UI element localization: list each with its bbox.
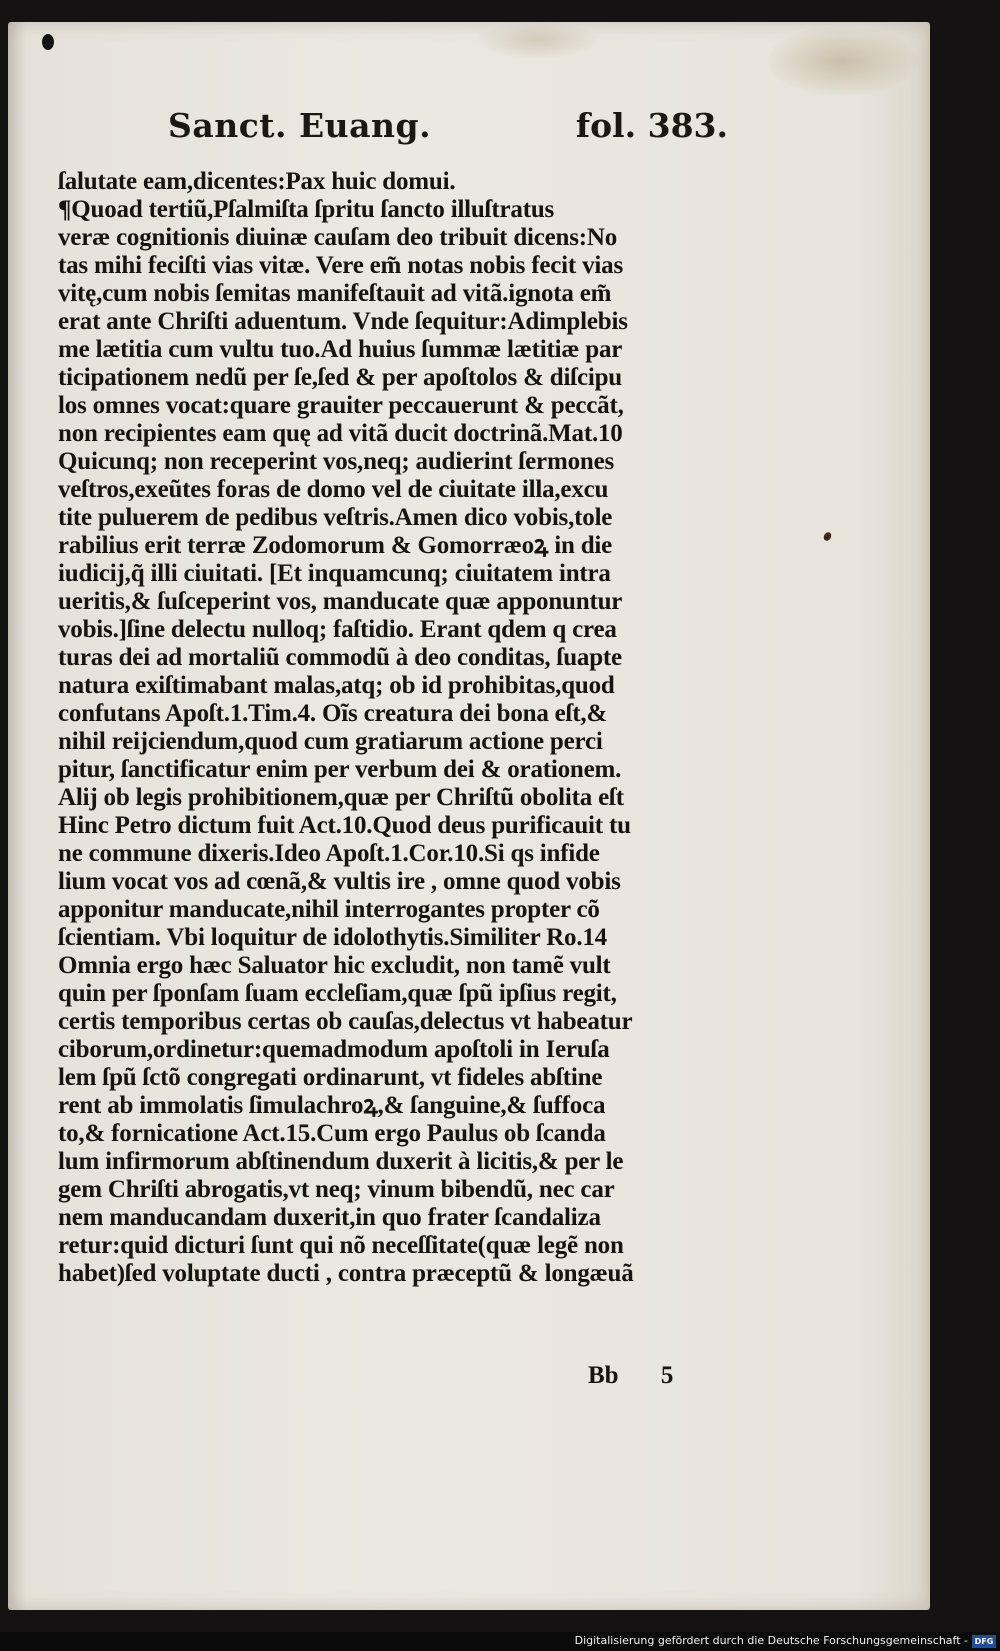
text-line: ciborum,ordinetur:quemadmodum apoſtoli in Ieruſa: [58, 1036, 610, 1063]
text-line: confutans Apoſt.1.Tim.4. Oĩs creatura dei bona eſt,&: [58, 700, 608, 727]
paper-hole: [42, 34, 54, 50]
signature-number: 5: [660, 1362, 674, 1389]
text-line: habet)ſed voluptate ducti , contra præceptũ & longæuã: [58, 1260, 634, 1287]
folio-number: fol. 383.: [575, 106, 728, 145]
running-head: [168, 106, 728, 156]
text-line: Omnia ergo hæc Saluator hic excludit, non tamẽ vult: [58, 952, 611, 979]
text-line: los omnes vocat:quare grauiter peccauerunt & peccãt,: [58, 392, 624, 419]
text-line: ne commune dixeris.Ideo Apoſt.1.Cor.10.Si qs infide: [58, 840, 600, 867]
text-line: natura exiſtimabant malas,atq; ob id prohibitas,quod: [58, 672, 615, 699]
water-stain: [768, 26, 918, 96]
signature-letters: Bb: [588, 1362, 619, 1389]
signature-mark: [588, 1362, 673, 1390]
text-line: me lætitia cum vultu tuo.Ad huius ſummæ lætitiæ par: [58, 336, 623, 363]
text-line: vitę,cum nobis ſemitas manifeſtauit ad vitã.ignota em̃: [58, 280, 612, 307]
water-stain: [478, 22, 598, 58]
text-line: veſtros,exeũtes foras de domo vel de ciuitate illa,excu: [58, 476, 609, 503]
text-line: tas mihi feciſti vias vitæ. Vere em̃ notas nobis fecit vias: [58, 252, 623, 279]
footer-bar: [0, 1632, 1000, 1651]
text-line: vobis.]ſine delectu nulloq; faſtidio. Erant qdem q crea: [58, 616, 617, 643]
body-text: [58, 168, 758, 1288]
text-line: tite puluerem de pedibus veſtris.Amen dico vobis,tole: [58, 504, 613, 531]
text-line: pitur, ſanctificatur enim per verbum dei & orationem.: [58, 756, 622, 783]
text-line: ſalutate eam,dicentes:Pax huic domui.: [58, 168, 456, 195]
text-line: rabilius erit terræ Zodomorum & Gomorræoꝝ in die: [58, 532, 613, 559]
text-line: erat ante Chriſti aduentum. Vnde ſequitur:Adimplebis: [58, 308, 628, 335]
book-page: [8, 22, 930, 1610]
ink-spot: [822, 531, 833, 542]
text-line: ¶Quoad tertiũ,Pſalmiſta ſpritu ſancto illuſtratus: [58, 196, 555, 223]
text-line: quin per ſponſam ſuam eccleſiam,quæ ſpũ ipſius regit,: [58, 980, 617, 1007]
text-line: ticipationem nedũ per ſe,ſed & per apoſtolos & diſcipu: [58, 364, 622, 391]
text-line: rent ab immolatis ſimulachroꝝ,& ſanguine,& ſuffoca: [58, 1092, 606, 1119]
text-line: Alij ob legis prohibitionem,quæ per Chriſtũ obolita eſt: [58, 784, 624, 811]
text-line: non recipientes eam quę ad vitã ducit doctrinã.Mat.10: [58, 420, 623, 447]
dfg-logo: DFG: [972, 1635, 996, 1648]
text-line: lum infirmorum abſtinendum duxerit à licitis,& per le: [58, 1148, 624, 1175]
text-line: veræ cognitionis diuinæ cauſam deo tribuit dicens:No: [58, 224, 618, 251]
text-line: iudicij,q̃ illi ciuitati. [Et inquamcunq; ciuitatem intra: [58, 560, 611, 587]
text-line: nihil reijciendum,quod cum gratiarum actione perci: [58, 728, 603, 755]
funding-credit: Digitalisierung gefördert durch die Deutsche Forschungsgemeinschaft -: [574, 1634, 968, 1647]
text-line: Quicunq; non receperint vos,neq; audierint ſermones: [58, 448, 615, 475]
text-line: ſcientiam. Vbi loquitur de idolothytis.Similiter Ro.14: [58, 924, 607, 951]
text-line: lium vocat vos ad cœnã,& vultis ire , omne quod vobis: [58, 868, 621, 895]
text-line: to,& fornicatione Act.15.Cum ergo Paulus ob ſcanda: [58, 1120, 606, 1147]
text-line: gem Chriſti abrogatis,vt neq; vinum bibendũ, nec car: [58, 1176, 615, 1203]
text-line: ueritis,& ſuſceperint vos, manducate quæ apponuntur: [58, 588, 623, 615]
text-line: retur:quid dicturi ſunt qui nõ neceſſitate(quæ legẽ non: [58, 1232, 624, 1259]
text-line: nem manducandam duxerit,in quo frater ſcandaliza: [58, 1204, 601, 1231]
text-line: Hinc Petro dictum fuit Act.10.Quod deus purificauit tu: [58, 812, 631, 839]
text-line: apponitur manducate,nihil interrogantes propter cõ: [58, 896, 600, 923]
text-line: certis temporibus certas ob cauſas,delectus vt habeatur: [58, 1008, 633, 1035]
text-line: turas dei ad mortaliũ commodũ à deo conditas, ſuapte: [58, 644, 622, 671]
running-title: Sanct. Euang.: [168, 106, 432, 145]
text-line: lem ſpũ ſctõ congregati ordinarunt, vt fideles abſtine: [58, 1064, 603, 1091]
